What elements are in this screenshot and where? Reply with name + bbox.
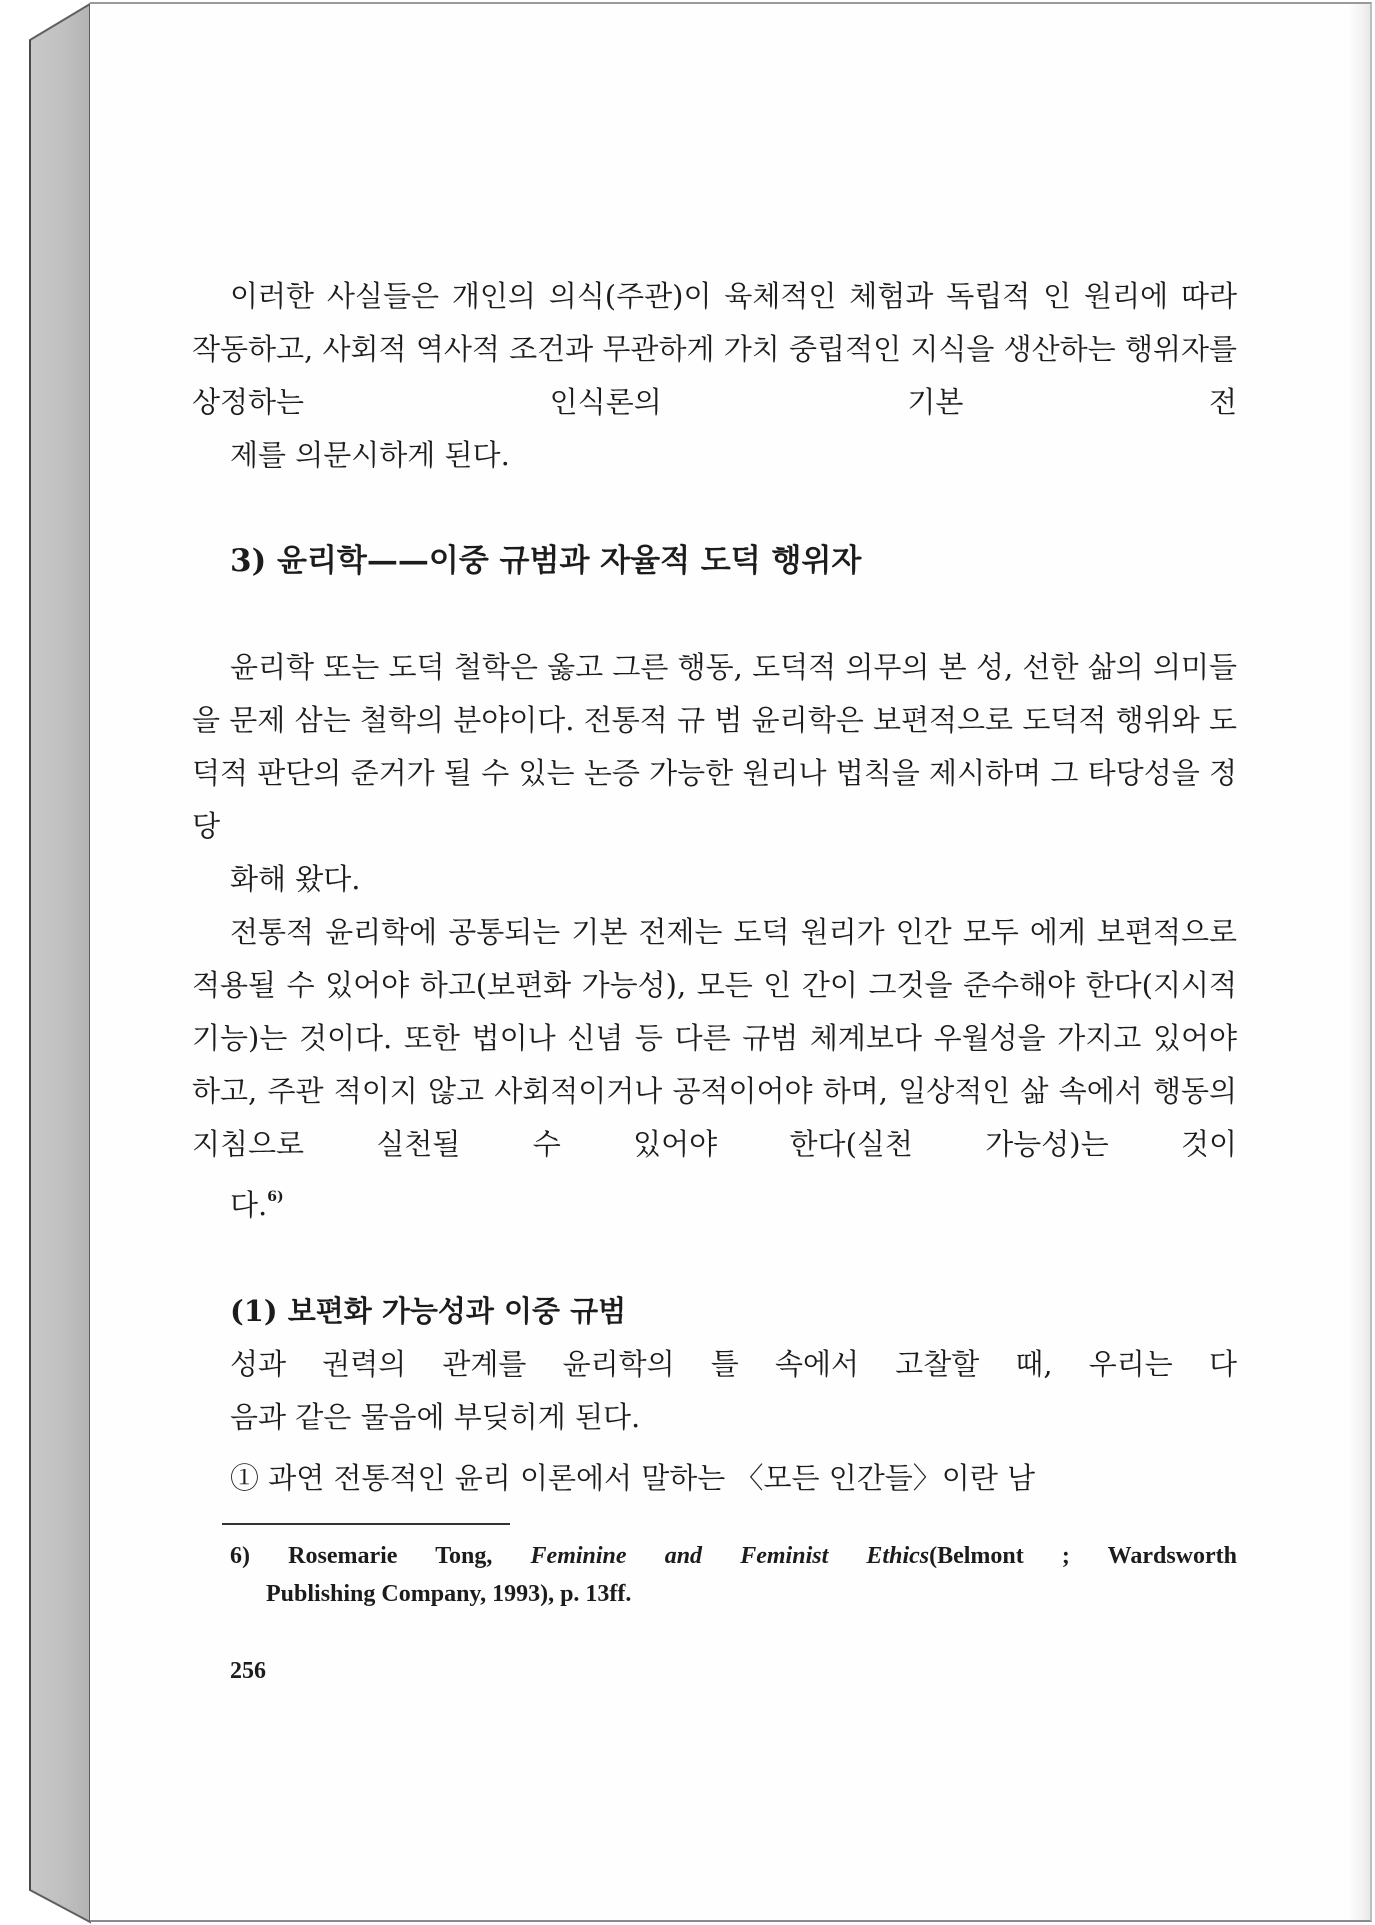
book-spine bbox=[0, 0, 95, 1925]
line: 성과 권력의 관계를 윤리학의 틀 속에서 고찰할 때, 우리는 다 bbox=[230, 1347, 1237, 1381]
line: 중립적인 지식을 생산하는 행위자를 상정하는 인식론의 기본 전 bbox=[192, 332, 1238, 419]
footnote-publisher: (Belmont ; Wardsworth bbox=[929, 1543, 1237, 1569]
line: 화해 왔다. bbox=[230, 862, 361, 896]
line: 행동의 지침으로 실천될 수 있어야 한다(실천 가능성)는 것이 bbox=[192, 1074, 1238, 1161]
footnote-title: Feminine and Feminist Ethics bbox=[530, 1543, 930, 1569]
line: 다. bbox=[230, 1188, 268, 1222]
footnote-reference[interactable]: 6) bbox=[267, 1189, 284, 1205]
paragraph-4 bbox=[192, 1338, 1237, 1444]
footnote bbox=[230, 1537, 1237, 1613]
paragraph-3 bbox=[192, 906, 1237, 1232]
line: 에게 보편적으로 적용될 수 있어야 하고(보편화 가능성), 모든 인 bbox=[192, 915, 1237, 1002]
line: 범 윤리학은 보편적으로 도덕적 행위와 도덕적 판단의 준거가 될 bbox=[192, 703, 1237, 790]
paragraph-1 bbox=[192, 270, 1237, 482]
page-edge-shadow bbox=[1348, 4, 1370, 1920]
footnote-number: 6) bbox=[230, 1543, 250, 1569]
subsection-heading: (1) 보편화 가능성과 이중 규범 bbox=[230, 1294, 627, 1328]
line: ① 과연 전통적인 윤리 이론에서 말하는 〈모든 인간들〉이란 남 bbox=[230, 1461, 1036, 1495]
line: 신념 등 다른 규범 체계보다 우월성을 가지고 있어야 하고, 주관 bbox=[192, 1021, 1238, 1108]
line: 음과 같은 물음에 부딪히게 된다. bbox=[230, 1400, 641, 1434]
line-with-footnote bbox=[192, 1171, 1237, 1232]
footnote-line-1 bbox=[230, 1537, 1237, 1575]
line: 간이 그것을 준수해야 한다(지시적 기능)는 것이다. 또한 법이나 bbox=[192, 968, 1237, 1055]
footnote-author: Rosemarie Tong, bbox=[288, 1543, 493, 1569]
line: 성, 선한 삶의 의미들을 문제 삼는 철학의 분야이다. 전통적 규 bbox=[192, 650, 1237, 737]
footnote-line-2: Publishing Company, 1993), p. 13ff. bbox=[266, 1581, 632, 1607]
page-number: 256 bbox=[230, 1658, 266, 1684]
line: 윤리학 또는 도덕 철학은 옳고 그른 행동, 도덕적 의무의 본 bbox=[230, 650, 967, 684]
section-heading: 3) 윤리학——이중 규범과 자율적 도덕 행위자 bbox=[230, 543, 862, 579]
paragraph-2 bbox=[192, 641, 1237, 906]
line: 이러한 사실들은 개인의 의식(주관)이 육체적인 체험과 독립적 bbox=[230, 279, 1031, 313]
line: 제를 의문시하게 된다. bbox=[230, 438, 510, 472]
footnote-divider bbox=[222, 1523, 510, 1525]
paragraph-5 bbox=[192, 1452, 1237, 1505]
line: 적이지 않고 사회적이거나 공적이어야 하며, 일상적인 삶 속에서 bbox=[333, 1074, 1143, 1108]
page-body bbox=[192, 270, 1237, 1505]
line: 전통적 윤리학에 공통되는 기본 전제는 도덕 원리가 인간 모두 bbox=[230, 915, 1019, 949]
line: 수 있는 논증 가능한 원리나 법칙을 제시하며 그 타당성을 정당 bbox=[192, 756, 1238, 843]
line: 인 원리에 따라 작동하고, 사회적 역사적 조건과 무관하게 가치 bbox=[192, 279, 1237, 366]
